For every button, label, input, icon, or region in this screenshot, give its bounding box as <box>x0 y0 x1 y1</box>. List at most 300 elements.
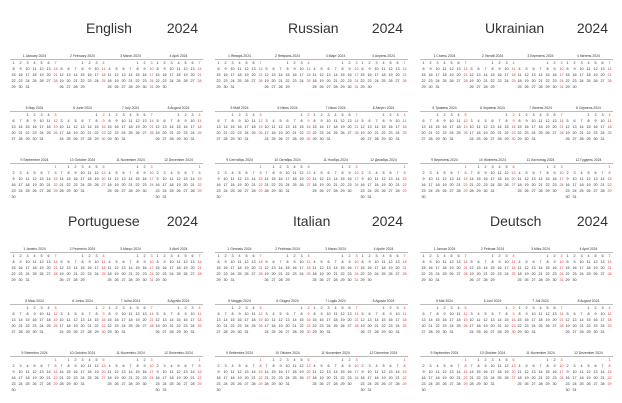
day-number: 11 <box>374 176 379 181</box>
day-number: 9 <box>512 311 515 316</box>
day-number: 22 <box>312 324 317 329</box>
day-number: 23 <box>32 324 37 329</box>
day-number: 10 <box>230 259 235 264</box>
day-number: 3 <box>396 112 399 117</box>
day-number: 29 <box>94 137 99 142</box>
day-number: 16 <box>483 176 488 181</box>
day-number: 19 <box>483 324 488 329</box>
day-number: 19 <box>114 183 119 188</box>
day-number: 29 <box>299 330 304 335</box>
day-number: 8 <box>136 363 139 368</box>
day-number: 10 <box>579 66 584 71</box>
day-number: 27 <box>388 189 393 194</box>
day-number: 21 <box>128 272 133 277</box>
day-number: 12 <box>39 259 44 264</box>
day-number: 23 <box>565 189 570 194</box>
day-number: 19 <box>244 265 249 270</box>
day-number: 11 <box>46 118 51 123</box>
day-number: 20 <box>490 324 495 329</box>
day-number: 30 <box>32 330 37 335</box>
day-grid <box>106 307 155 336</box>
day-number: 31 <box>600 137 605 142</box>
day-number: 19 <box>114 79 119 84</box>
day-number: 25 <box>25 382 30 387</box>
day-number: 3 <box>26 60 29 65</box>
day-number: 3 <box>355 253 358 258</box>
day-number: 13 <box>511 170 516 175</box>
day-number: 2 <box>573 60 576 65</box>
day-number: 25 <box>333 324 338 329</box>
month-block <box>263 351 312 395</box>
day-number: 5 <box>156 311 159 316</box>
day-number: 26 <box>278 330 283 335</box>
day-number: 17 <box>354 369 359 374</box>
month-block <box>516 299 565 343</box>
day-number: 2 <box>33 112 36 117</box>
day-number: 5 <box>389 60 392 65</box>
day-number: 1 <box>95 305 98 310</box>
calendar-panel-italian <box>213 213 409 403</box>
month-block <box>516 351 565 395</box>
day-number: 5 <box>546 112 549 117</box>
day-number: 30 <box>142 382 147 387</box>
day-number: 11 <box>476 124 481 129</box>
day-number: 29 <box>230 137 235 142</box>
day-number: 6 <box>252 253 255 258</box>
day-number: 4 <box>67 311 70 316</box>
day-number: 21 <box>53 72 58 77</box>
day-number: 20 <box>183 376 188 381</box>
day-number: 19 <box>278 324 283 329</box>
day-number: 2 <box>184 112 187 117</box>
day-number: 30 <box>142 85 147 90</box>
day-number: 10 <box>80 363 85 368</box>
day-number: 26 <box>59 85 64 90</box>
day-number: 14 <box>251 369 256 374</box>
day-number: 15 <box>197 369 202 374</box>
day-number: 13 <box>326 72 331 77</box>
day-number: 20 <box>572 131 577 136</box>
day-number: 20 <box>39 376 44 381</box>
day-number: 17 <box>162 376 167 381</box>
day-number: 29 <box>421 278 426 283</box>
day-number: 21 <box>190 183 195 188</box>
day-number: 3 <box>368 170 371 175</box>
day-number: 18 <box>101 72 106 77</box>
day-grid <box>420 307 469 336</box>
day-number: 28 <box>395 189 400 194</box>
day-number: 17 <box>469 131 474 136</box>
day-number: 12 <box>545 118 550 123</box>
day-number: 1 <box>464 164 467 169</box>
day-number: 4 <box>518 363 521 368</box>
day-number: 26 <box>524 278 529 283</box>
day-number: 7 <box>170 118 173 123</box>
day-number: 21 <box>59 376 64 381</box>
day-number: 24 <box>299 79 304 84</box>
day-number: 16 <box>524 317 529 322</box>
month-name: 6 Июнь 2024 <box>263 106 312 112</box>
day-number: 7 <box>334 170 337 175</box>
day-number: 25 <box>312 189 317 194</box>
day-number: 20 <box>511 369 516 374</box>
day-number: 5 <box>361 118 364 123</box>
day-number: 17 <box>149 265 154 270</box>
day-number: 11 <box>306 66 311 71</box>
day-number: 17 <box>531 317 536 322</box>
day-number: 24 <box>326 324 331 329</box>
day-number: 14 <box>258 259 263 264</box>
day-number: 5 <box>115 66 118 71</box>
day-number: 4 <box>177 60 180 65</box>
day-number: 7 <box>198 60 201 65</box>
day-number: 18 <box>312 183 317 188</box>
day-number: 23 <box>593 324 598 329</box>
day-number: 29 <box>421 85 426 90</box>
day-number: 7 <box>224 311 227 316</box>
day-number: 6 <box>327 363 330 368</box>
day-number: 10 <box>428 369 433 374</box>
day-number: 21 <box>190 376 195 381</box>
day-number: 24 <box>559 376 564 381</box>
day-number: 9 <box>307 311 310 316</box>
day-number: 31 <box>285 189 290 194</box>
day-number: 21 <box>600 183 605 188</box>
day-number: 24 <box>395 324 400 329</box>
day-number: 18 <box>176 72 181 77</box>
day-number: 7 <box>539 259 542 264</box>
day-number: 26 <box>176 189 181 194</box>
day-number: 12 <box>264 265 269 270</box>
day-number: 29 <box>66 382 71 387</box>
day-number: 11 <box>381 259 386 264</box>
day-number: 20 <box>347 124 352 129</box>
day-number: 25 <box>46 131 51 136</box>
day-number: 18 <box>476 324 481 329</box>
day-number: 9 <box>19 259 22 264</box>
day-number: 19 <box>319 272 324 277</box>
day-number: 27 <box>66 278 71 283</box>
day-number: 1 <box>518 305 521 310</box>
day-number: 30 <box>347 278 352 283</box>
day-number: 4 <box>608 112 611 117</box>
day-number: 2 <box>566 170 569 175</box>
day-number: 16 <box>87 72 92 77</box>
day-number: 13 <box>251 259 256 264</box>
day-number: 28 <box>87 137 92 142</box>
day-number: 3 <box>231 253 234 258</box>
day-number: 21 <box>169 324 174 329</box>
day-number: 25 <box>497 376 502 381</box>
day-number: 1 <box>67 164 70 169</box>
day-number: 6 <box>143 305 146 310</box>
day-number: 29 <box>135 278 140 283</box>
day-number: 12 <box>237 176 242 181</box>
day-grid <box>359 166 408 201</box>
day-number: 16 <box>347 369 352 374</box>
day-grid <box>311 62 360 91</box>
day-number: 25 <box>435 189 440 194</box>
day-number: 3 <box>532 305 535 310</box>
day-number: 18 <box>579 183 584 188</box>
day-number: 28 <box>374 137 379 142</box>
day-number: 3 <box>573 170 576 175</box>
day-number: 15 <box>435 317 440 322</box>
day-number: 5 <box>525 66 528 71</box>
month-block <box>564 106 613 150</box>
day-number: 11 <box>442 259 447 264</box>
day-number: 15 <box>340 176 345 181</box>
day-grid <box>58 166 107 195</box>
day-number: 30 <box>442 137 447 142</box>
day-number: 1 <box>177 305 180 310</box>
month-name: 11 November 2024 <box>106 158 155 164</box>
day-number: 22 <box>435 324 440 329</box>
day-number: 20 <box>121 272 126 277</box>
day-number: 25 <box>381 272 386 277</box>
day-number: 25 <box>511 272 516 277</box>
day-number: 6 <box>102 164 105 169</box>
day-number: 1 <box>272 164 275 169</box>
day-number: 5 <box>450 253 453 258</box>
day-number: 28 <box>456 189 461 194</box>
day-number: 15 <box>586 317 591 322</box>
day-number: 31 <box>354 85 359 90</box>
day-number: 22 <box>402 376 407 381</box>
month-name: 1 Janeiro 2024 <box>10 247 59 253</box>
day-number: 7 <box>457 170 460 175</box>
day-number: 15 <box>135 369 140 374</box>
day-number: 13 <box>490 124 495 129</box>
day-number: 27 <box>326 278 331 283</box>
day-number: 5 <box>74 118 77 123</box>
day-number: 24 <box>39 324 44 329</box>
day-number: 9 <box>238 311 241 316</box>
day-number: 31 <box>25 85 30 90</box>
day-number: 15 <box>517 317 522 322</box>
day-number: 9 <box>115 311 118 316</box>
day-number: 5 <box>546 305 549 310</box>
day-number: 31 <box>25 278 30 283</box>
day-number: 14 <box>59 176 64 181</box>
day-number: 12 <box>483 317 488 322</box>
day-number: 22 <box>545 272 550 277</box>
day-number: 7 <box>198 253 201 258</box>
day-number: 2 <box>429 60 432 65</box>
day-number: 24 <box>230 272 235 277</box>
month-block <box>215 351 264 395</box>
day-number: 29 <box>155 85 160 90</box>
day-number: 28 <box>128 278 133 283</box>
day-number: 19 <box>258 124 263 129</box>
day-number: 11 <box>66 124 71 129</box>
day-number: 12 <box>114 369 119 374</box>
day-number: 4 <box>307 253 310 258</box>
day-number: 20 <box>421 131 426 136</box>
day-number: 25 <box>435 382 440 387</box>
day-number: 7 <box>19 311 22 316</box>
day-number: 12 <box>319 176 324 181</box>
day-number: 5 <box>300 164 303 169</box>
day-number: 13 <box>395 259 400 264</box>
day-number: 6 <box>422 118 425 123</box>
day-number: 9 <box>143 259 146 264</box>
day-number: 16 <box>32 317 37 322</box>
day-number: 6 <box>601 60 604 65</box>
day-grid <box>106 166 155 195</box>
day-number: 13 <box>162 317 167 322</box>
day-number: 20 <box>101 369 106 374</box>
day-grid <box>516 62 565 91</box>
day-number: 27 <box>244 382 249 387</box>
day-number: 8 <box>361 66 364 71</box>
day-number: 26 <box>565 137 570 142</box>
day-number: 15 <box>271 176 276 181</box>
day-number: 21 <box>197 72 202 77</box>
day-number: 22 <box>545 79 550 84</box>
day-number: 28 <box>87 330 92 335</box>
day-number: 6 <box>491 311 494 316</box>
day-number: 2 <box>74 164 77 169</box>
day-number: 31 <box>244 137 249 142</box>
day-number: 1 <box>422 60 425 65</box>
day-number: 29 <box>340 85 345 90</box>
day-number: 3 <box>163 170 166 175</box>
day-number: 11 <box>497 363 502 368</box>
day-number: 30 <box>421 195 426 200</box>
day-number: 30 <box>183 330 188 335</box>
day-number: 17 <box>579 265 584 270</box>
day-number: 13 <box>572 124 577 129</box>
day-number: 12 <box>155 124 160 129</box>
day-number: 29 <box>312 330 317 335</box>
day-number: 17 <box>162 183 167 188</box>
month-name: 11 November 2024 <box>516 351 565 357</box>
day-number: 20 <box>80 131 85 136</box>
month-block <box>58 351 107 395</box>
day-number: 16 <box>101 124 106 129</box>
day-number: 19 <box>449 72 454 77</box>
day-number: 4 <box>33 60 36 65</box>
day-number: 28 <box>469 382 474 387</box>
day-number: 7 <box>539 363 542 368</box>
day-number: 2 <box>594 112 597 117</box>
day-number: 21 <box>18 131 23 136</box>
day-number: 16 <box>114 124 119 129</box>
day-number: 13 <box>456 66 461 71</box>
day-number: 12 <box>524 369 529 374</box>
day-number: 29 <box>463 189 468 194</box>
day-number: 21 <box>463 72 468 77</box>
day-grid <box>154 114 203 143</box>
day-number: 30 <box>216 388 221 393</box>
month-block <box>106 54 155 98</box>
day-number: 3 <box>601 305 604 310</box>
day-number: 15 <box>517 124 522 129</box>
month-name: 6 Червень 2024 <box>468 106 517 112</box>
day-number: 30 <box>388 137 393 142</box>
day-number: 17 <box>428 183 433 188</box>
calendar-panel-portuguese <box>8 213 204 403</box>
day-number: 28 <box>395 382 400 387</box>
day-number: 31 <box>326 137 331 142</box>
day-number: 26 <box>32 189 37 194</box>
day-number: 25 <box>101 272 106 277</box>
day-number: 18 <box>251 317 256 322</box>
day-number: 22 <box>504 324 509 329</box>
day-number: 11 <box>497 170 502 175</box>
month-name: 12 Dezembro 2024 <box>154 351 203 357</box>
day-number: 26 <box>449 272 454 277</box>
day-number: 28 <box>190 382 195 387</box>
day-number: 20 <box>326 376 331 381</box>
day-number: 1 <box>518 112 521 117</box>
day-number: 20 <box>162 131 167 136</box>
day-number: 3 <box>327 305 330 310</box>
day-number: 13 <box>121 72 126 77</box>
day-number: 11 <box>435 176 440 181</box>
day-number: 18 <box>586 265 591 270</box>
day-number: 7 <box>88 311 91 316</box>
day-number: 27 <box>572 137 577 142</box>
day-number: 12 <box>504 170 509 175</box>
day-number: 18 <box>101 265 106 270</box>
day-number: 13 <box>251 66 256 71</box>
day-number: 3 <box>355 60 358 65</box>
day-number: 7 <box>396 170 399 175</box>
day-number: 7 <box>334 259 337 264</box>
day-number: 3 <box>560 357 563 362</box>
day-number: 2 <box>143 164 146 169</box>
day-number: 20 <box>216 324 221 329</box>
day-number: 15 <box>565 72 570 77</box>
day-number: 26 <box>340 131 345 136</box>
day-number: 20 <box>80 324 85 329</box>
day-number: 30 <box>101 330 106 335</box>
day-number: 6 <box>272 66 275 71</box>
day-number: 8 <box>177 311 180 316</box>
day-grid <box>311 166 360 195</box>
day-number: 26 <box>39 79 44 84</box>
day-number: 9 <box>224 66 227 71</box>
day-number: 2 <box>156 363 159 368</box>
day-number: 30 <box>18 278 23 283</box>
day-number: 3 <box>429 170 432 175</box>
day-number: 20 <box>511 176 516 181</box>
day-number: 2 <box>422 170 425 175</box>
day-number: 18 <box>271 324 276 329</box>
day-number: 11 <box>87 170 92 175</box>
day-number: 13 <box>39 176 44 181</box>
day-number: 20 <box>388 376 393 381</box>
day-number: 5 <box>259 112 262 117</box>
day-number: 4 <box>334 112 337 117</box>
day-number: 23 <box>155 382 160 387</box>
day-number: 25 <box>176 272 181 277</box>
day-number: 16 <box>306 124 311 129</box>
day-number: 23 <box>73 376 78 381</box>
day-number: 29 <box>11 85 16 90</box>
day-number: 16 <box>552 265 557 270</box>
day-number: 20 <box>162 324 167 329</box>
day-number: 30 <box>73 189 78 194</box>
day-number: 6 <box>12 118 15 123</box>
day-number: 23 <box>18 79 23 84</box>
day-number: 2 <box>348 164 351 169</box>
day-number: 27 <box>490 137 495 142</box>
day-number: 1 <box>156 60 159 65</box>
day-number: 21 <box>46 183 51 188</box>
